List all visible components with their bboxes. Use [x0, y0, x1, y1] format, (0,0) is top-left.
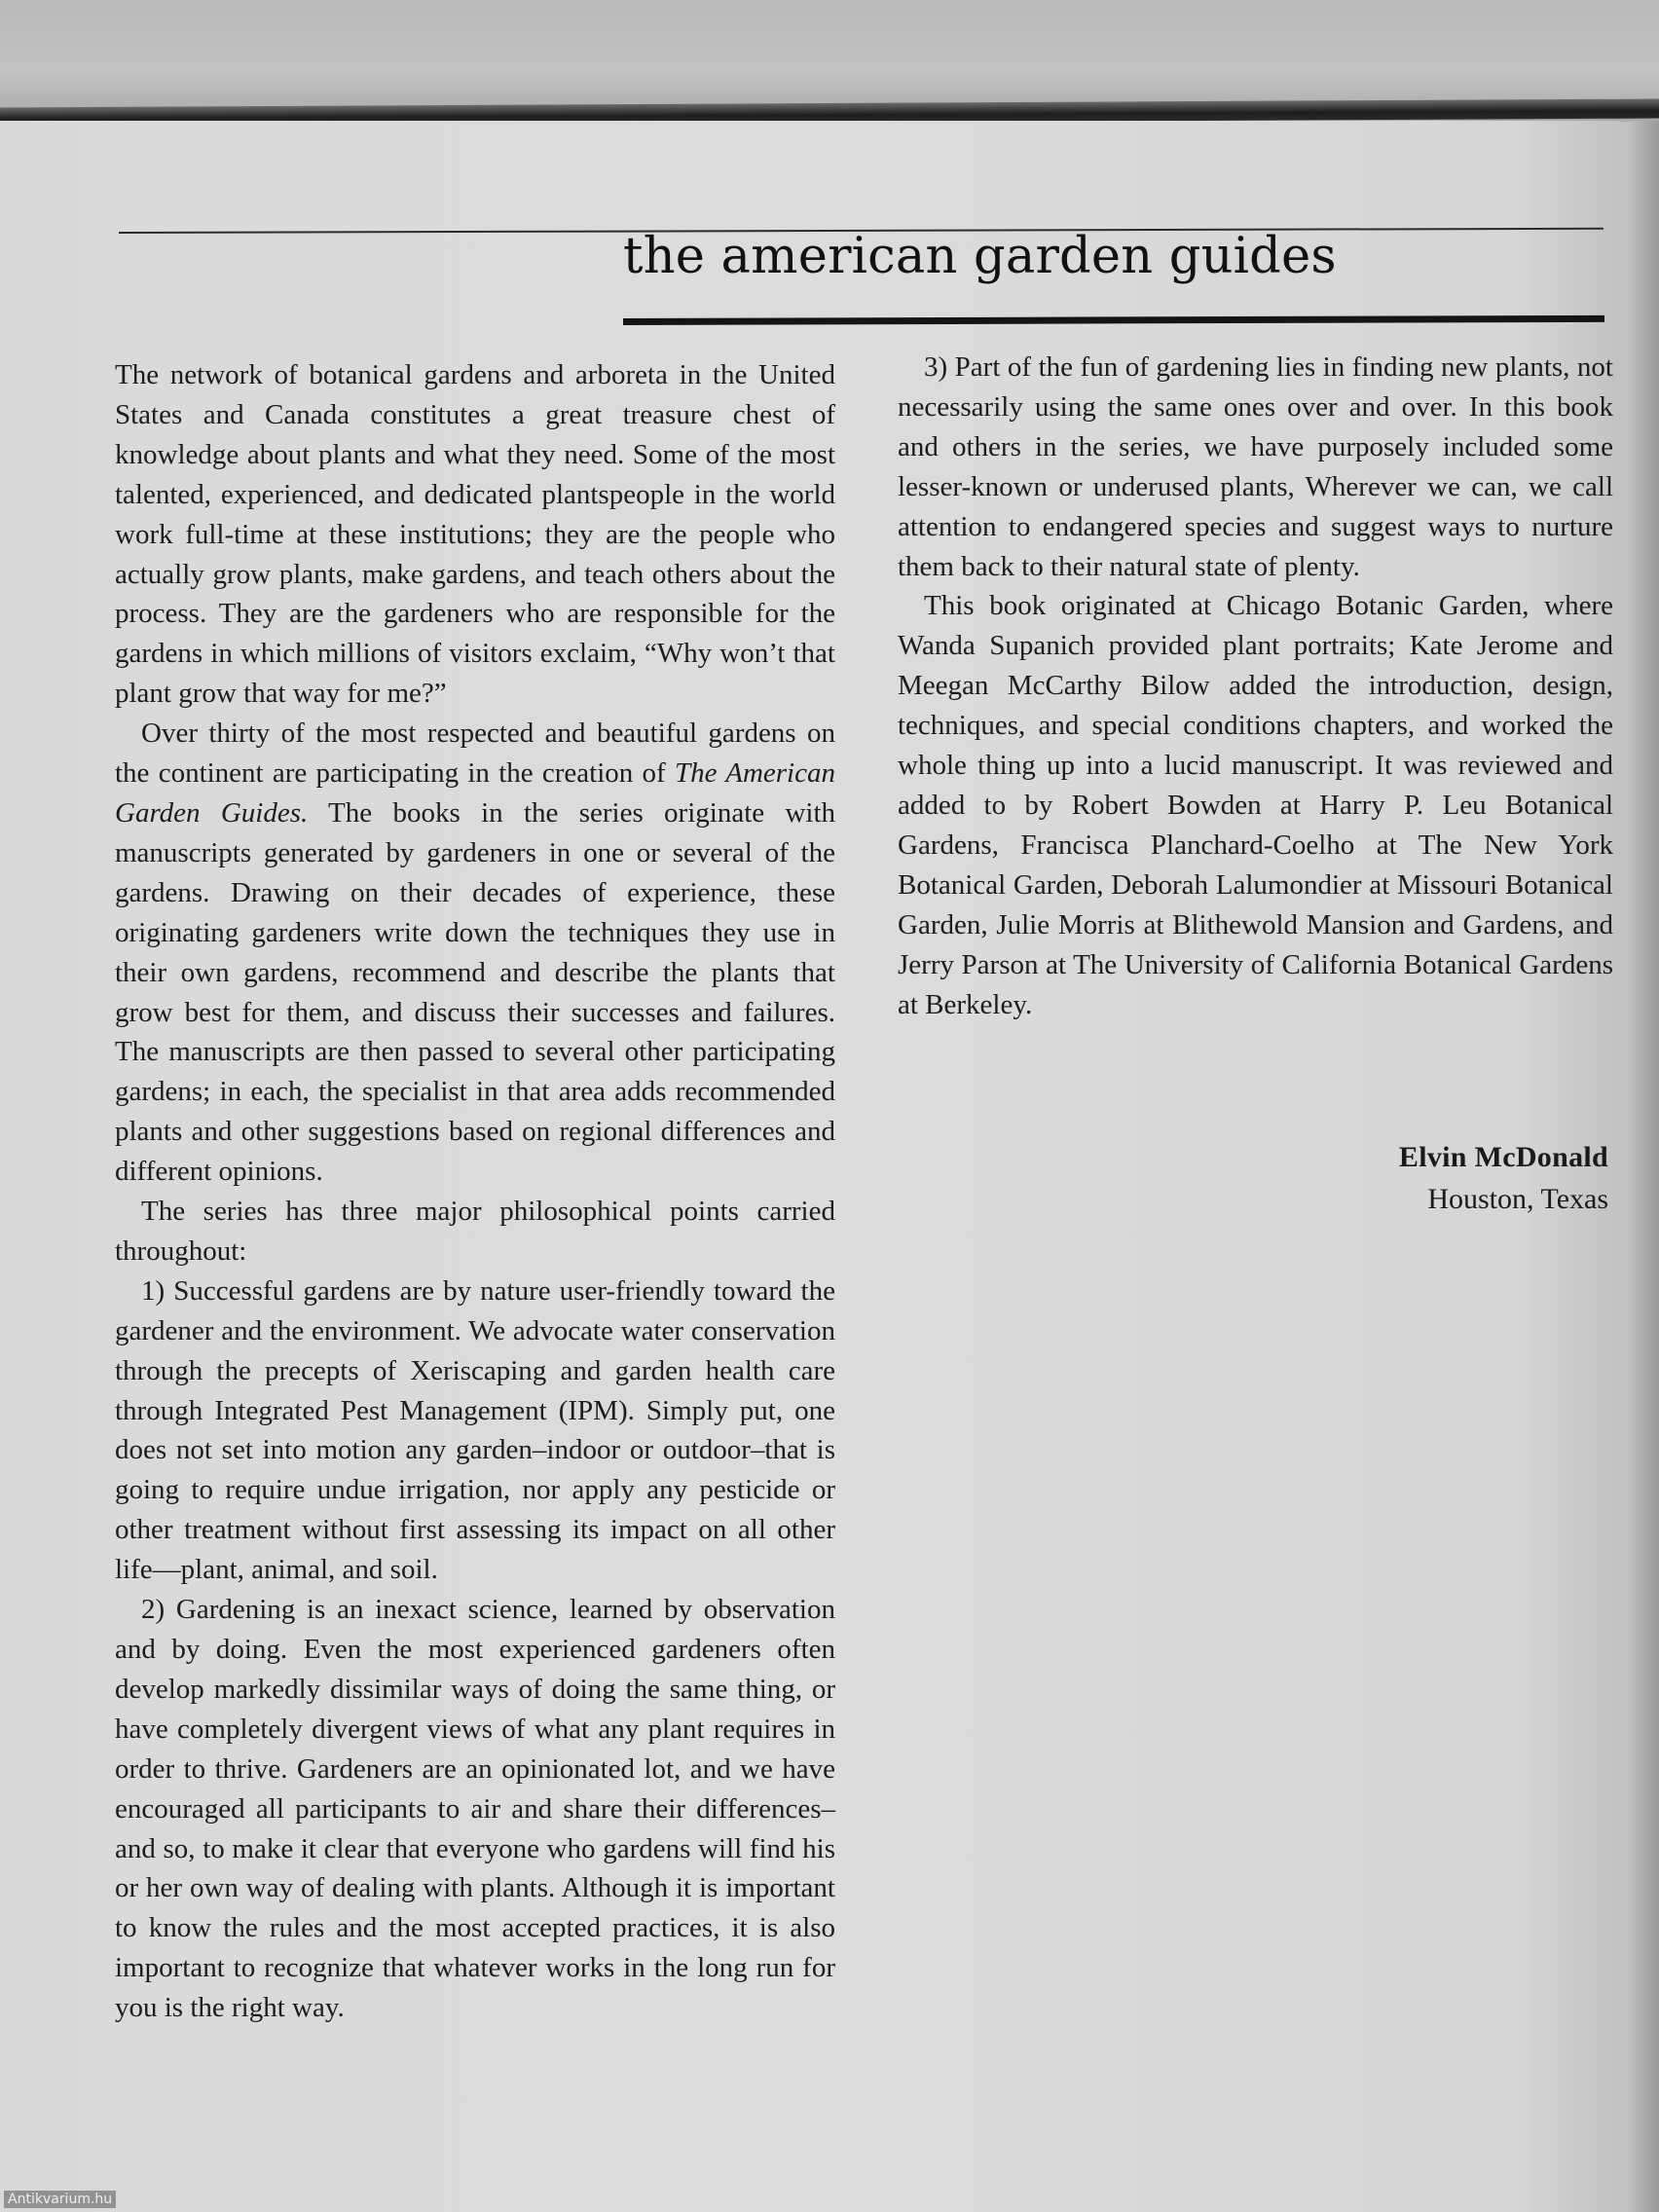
paragraph-point-2: 2) Gardening is an inexact science, learned by observation and by doing. Even the most experienced gardeners often develop markedly dissimilar ways of doing the same thing, or have completely divergent views of what any plant requires in order to thrive. Gardeners are an opinionated lot, and we have encouraged all participants to air and share their differences–and so, to make it clear that everyone who gardens will find his or her own way of dealing with plants. Although it is important to know the rules and the most accepted practices, it is also important to recognize that whatever works in the long run for you is the right way. [115, 1594, 835, 2024]
signature-name: Elvin McDonald [1398, 1141, 1608, 1173]
page-title: the american garden guides [623, 228, 1337, 285]
right-column [898, 348, 1613, 1024]
page-curl-shadow [1630, 121, 1659, 2212]
paragraph-philosophy-intro: The series has three major philosophical points carried throughout: [115, 1196, 835, 1267]
series-title-italic: The American Garden Guides. [115, 757, 835, 829]
paragraph-point-3: 3) Part of the fun of gardening lies in finding new plants, not necessarily using the same ones over and over. In this book and others in the series, we have purposely included some lesser-known or underused plants, Wherever we can, we call attention to endangered species and suggest ways to nurture them back to their natural state of plenty. [898, 351, 1613, 582]
left-column [115, 355, 835, 2028]
paragraph-text-start: Over thirty of the most respected and beautiful gardens on the continent are participating in the creation of [115, 718, 835, 790]
signature-location: Houston, Texas [1427, 1183, 1608, 1215]
paragraph-intro: The network of botanical gardens and arboreta in the United States and Canada constitutes a great treasure chest of knowledge about plants and what they need. Some of the most talented, experienced, and dedicated plantspeople in the world work full-time at these institutions; they are the people who actually grow plants, make gardens, and teach others about the process. They are the gardeners who are responsible for the gardens in which millions of visitors exclaim, “Why won’t that plant grow that way for me?” [115, 359, 835, 710]
paragraph-participating-gardens [115, 714, 835, 1192]
paragraph-credits: This book originated at Chicago Botanic Garden, where Wanda Supanich provided plant portraits; Kate Jerome and Meegan McCarthy Bilow added the introduction, design, techniques, and special conditions chapters, and worked the whole thing up into a lucid manuscript. It was reviewed and added to by Robert Bowden at Harry P. Leu Botanical Gardens, Francisca Planchard-Coelho at The New York Botanical Garden, Deborah Lalumondier at Missouri Botanical Garden, Julie Morris at Blithewold Mansion and Gardens, and Jerry Parson at The University of California Botanical Gardens at Berkeley. [898, 590, 1613, 1020]
watermark: Antikvarium.hu [4, 2191, 116, 2208]
paragraph-text-end: The books in the series originate with manuscripts generated by gardeners in one or several of the gardens. Drawing on their decades of experience, these originating gardeners write down the techniques they use in their own gardens, recommend and describe the plants that grow best for them, and discuss their successes and failures. The manuscripts are then passed to several other participating gardens; in each, the specialist in that area adds recommended plants and other suggestions based on regional differences and different opinions. [115, 796, 835, 1188]
signature-block [1399, 1136, 1608, 1220]
paragraph-point-1: 1) Successful gardens are by nature user-friendly toward the gardener and the environment. We advocate water conservation through the precepts of Xeriscaping and garden health care through Integrated Pest Management (IPM). Simply put, one does not set into motion any garden–indoor or outdoor–that is going to require undue irrigation, nor apply any pesticide or other treatment without first assessing its impact on all other life—plant, animal, and soil. [115, 1274, 835, 1586]
